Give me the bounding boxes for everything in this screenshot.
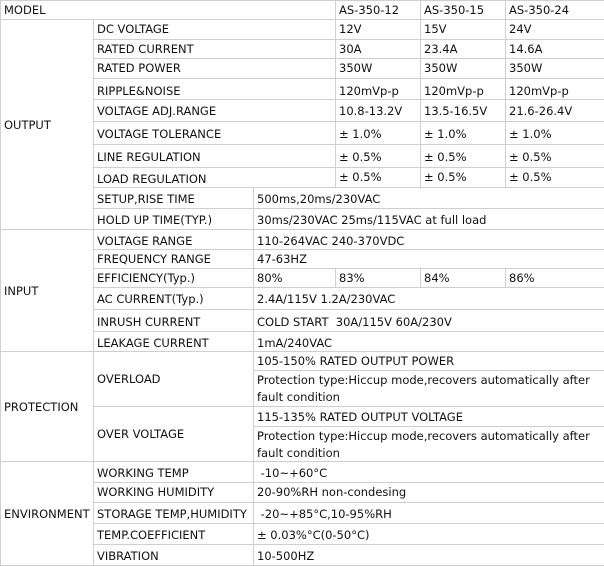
row-storage-label: STORAGE TEMP,HUMIDITY <box>94 503 254 524</box>
row-overload-label: OVERLOAD <box>94 352 254 407</box>
row-dc-voltage-label: DC VOLTAGE <box>94 20 336 40</box>
model-col-1: AS-350-12 <box>336 0 421 20</box>
row-voltage-range-value: 110-264VAC 240-370VDC <box>254 230 604 250</box>
row-voltage-tolerance-label: VOLTAGE TOLERANCE <box>94 122 336 145</box>
row-leakage-label: LEAKAGE CURRENT <box>94 332 254 352</box>
row-voltage-adj-v1: 10.8-13.2V <box>336 100 421 122</box>
row-load-regulation-v1: ± 0.5% <box>336 168 421 188</box>
row-working-humidity-value: 20-90%RH non-condesing <box>254 483 604 503</box>
row-working-humidity-label: WORKING HUMIDITY <box>94 483 254 503</box>
row-load-regulation-v3: ± 0.5% <box>506 168 604 188</box>
row-rated-current-v3: 14.6A <box>506 40 604 59</box>
row-working-temp-label: WORKING TEMP <box>94 462 254 483</box>
row-load-regulation-label: LOAD REGULATION <box>94 168 336 188</box>
row-setup-value: 500ms,20ms/230VAC <box>254 188 604 209</box>
row-rated-power-label: RATED POWER <box>94 59 336 79</box>
section-input: INPUT <box>0 230 94 352</box>
model-label: MODEL <box>4 3 46 17</box>
row-ac-current-label: AC CURRENT(Typ.) <box>94 288 254 310</box>
row-voltage-adj-v3: 21.6-26.4V <box>506 100 604 122</box>
row-voltage-tolerance-v1: ± 1.0% <box>336 122 421 145</box>
row-line-regulation-v2: ± 0.5% <box>421 145 506 168</box>
row-voltage-tolerance-v3: ± 1.0% <box>506 122 604 145</box>
row-inrush-value: COLD START 30A/115V 60A/230V <box>254 310 604 332</box>
row-overvoltage-value: 115-135% RATED OUTPUT VOLTAGE <box>254 407 604 427</box>
row-vibration-value: 10-500HZ <box>254 545 604 566</box>
row-rated-current-label: RATED CURRENT <box>94 40 336 59</box>
row-rated-current-v1: 30A <box>336 40 421 59</box>
row-voltage-adj-v2: 13.5-16.5V <box>421 100 506 122</box>
row-inrush-label: INRUSH CURRENT <box>94 310 254 332</box>
section-output: OUTPUT <box>0 20 94 230</box>
row-dc-voltage-v3: 24V <box>506 20 604 40</box>
row-holdup-value: 30ms/230VAC 25ms/115VAC at full load <box>254 209 604 230</box>
row-holdup-label: HOLD UP TIME(TYP.) <box>94 209 254 230</box>
row-efficiency-v3: 84% <box>421 269 506 288</box>
row-rated-power-v1: 350W <box>336 59 421 79</box>
row-efficiency-v1: 80% <box>254 269 336 288</box>
row-overload-value: 105-150% RATED OUTPUT POWER <box>254 352 604 371</box>
row-rated-current-v2: 23.4A <box>421 40 506 59</box>
model-col-2: AS-350-15 <box>421 0 506 20</box>
row-ripple-v3: 120mVp-p <box>506 79 604 100</box>
row-voltage-range-label: VOLTAGE RANGE <box>94 230 254 250</box>
row-efficiency-v2: 83% <box>336 269 421 288</box>
model-col-3: AS-350-24 <box>506 0 604 20</box>
row-ripple-v1: 120mVp-p <box>336 79 421 100</box>
row-frequency-value: 47-63HZ <box>254 250 604 269</box>
row-setup-label: SETUP,RISE TIME <box>94 188 254 209</box>
row-overload-type: Protection type:Hiccup mode,recovers automatically after fault condition <box>254 371 604 407</box>
row-leakage-value: 1mA/240VAC <box>254 332 604 352</box>
row-frequency-label: FREQUENCY RANGE <box>94 250 254 269</box>
row-efficiency-label: EFFICIENCY(Typ.) <box>94 269 254 288</box>
row-vibration-label: VIBRATION <box>94 545 254 566</box>
row-line-regulation-v1: ± 0.5% <box>336 145 421 168</box>
row-efficiency-v4: 86% <box>506 269 604 288</box>
row-overvoltage-type: Protection type:Hiccup mode,recovers automatically after fault condition <box>254 427 604 462</box>
row-voltage-adj-label: VOLTAGE ADJ.RANGE <box>94 100 336 122</box>
section-environment: ENVIRONMENT <box>0 462 94 566</box>
row-temp-coeff-value: ± 0.03%°C(0-50°C) <box>254 524 604 545</box>
model-header-cell <box>0 0 336 20</box>
row-dc-voltage-v2: 15V <box>421 20 506 40</box>
row-ripple-v2: 120mVp-p <box>421 79 506 100</box>
row-ripple-label: RIPPLE&NOISE <box>94 79 336 100</box>
row-line-regulation-label: LINE REGULATION <box>94 145 336 168</box>
row-overvoltage-label: OVER VOLTAGE <box>94 407 254 462</box>
row-line-regulation-v3: ± 0.5% <box>506 145 604 168</box>
section-protection: PROTECTION <box>0 352 94 462</box>
row-temp-coeff-label: TEMP.COEFFICIENT <box>94 524 254 545</box>
row-ac-current-value: 2.4A/115V 1.2A/230VAC <box>254 288 604 310</box>
row-rated-power-v2: 350W <box>421 59 506 79</box>
row-voltage-tolerance-v2: ± 1.0% <box>421 122 506 145</box>
row-storage-value: -20~+85°C,10-95%RH <box>254 503 604 524</box>
row-working-temp-value: -10~+60°C <box>254 462 604 483</box>
row-dc-voltage-v1: 12V <box>336 20 421 40</box>
row-load-regulation-v2: ± 0.5% <box>421 168 506 188</box>
row-rated-power-v3: 350W <box>506 59 604 79</box>
